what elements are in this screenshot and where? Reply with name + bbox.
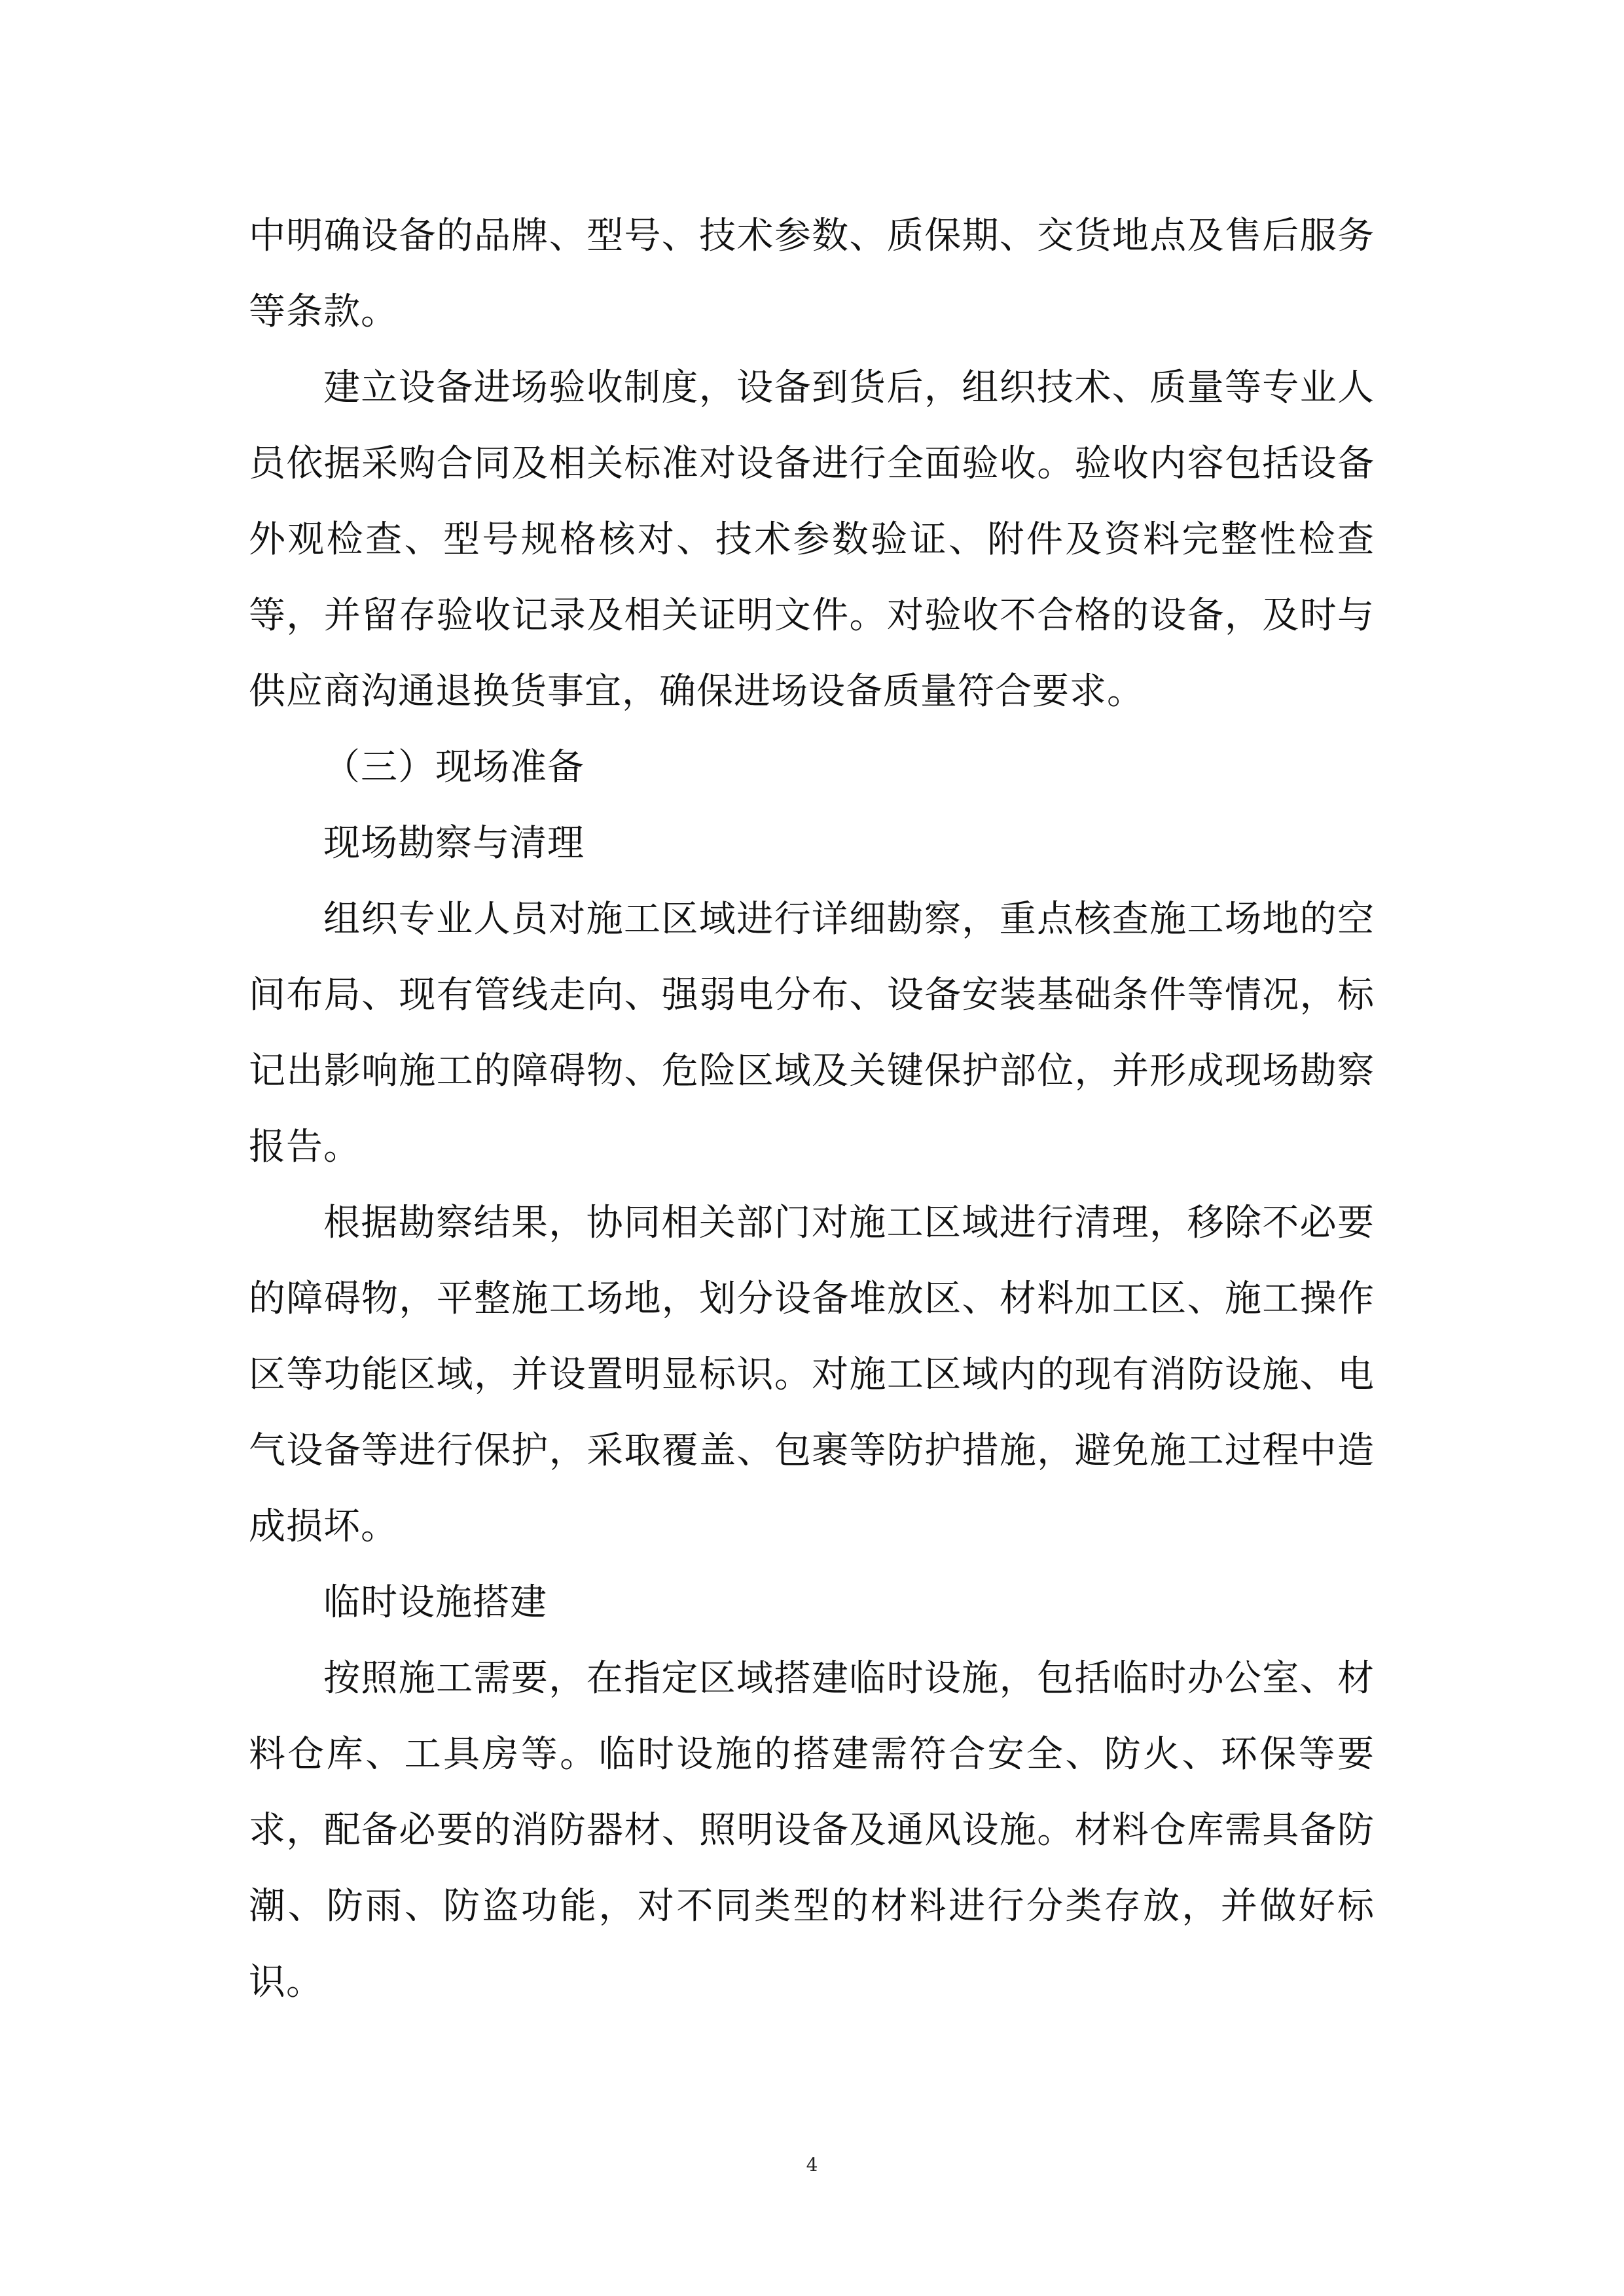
page-number: 4	[806, 2154, 818, 2176]
paragraph-equipment-acceptance: 建立设备进场验收制度，设备到货后，组织技术、质量等专业人员依据采购合同及相关标准对设备进行全面验收。验收内容包括设备外观检查、型号规格核对、技术参数验证、附件及资料完整性检查等，并留存验收记录及相关证明文件。对验收不合格的设备，及时与供应商沟通退换货事宜，确保进场设备质量符合要求。	[249, 367, 1375, 713]
paragraph-site-cleanup: 根据勘察结果，协同相关部门对施工区域进行清理，移除不必要的障碍物，平整施工场地，划分设备堆放区、材料加工区、施工操作区等功能区域，并设置明显标识。对施工区域内的现有消防设施、电气设备等进行保护，采取覆盖、包裹等防护措施，避免施工过程中造成损坏。	[249, 1202, 1375, 1548]
section-heading-site-preparation: （三）现场准备	[323, 746, 585, 789]
paragraph-temporary-facilities: 按照施工需要，在指定区域搭建临时设施，包括临时办公室、材料仓库、工具房等。临时设施的搭建需符合安全、防火、环保等要求，配备必要的消防器材、照明设备及通风设施。材料仓库需具备防潮、防雨、防盗功能，对不同类型的材料进行分类存放，并做好标识。	[249, 1657, 1375, 2003]
paragraph-procurement-contract-terms: 中明确设备的品牌、型号、技术参数、质保期、交货地点及售后服务等条款。	[249, 215, 1375, 333]
paragraph-site-survey: 组织专业人员对施工区域进行详细勘察，重点核查施工场地的空间布局、现有管线走向、强弱电分布、设备安装基础条件等情况，标记出影响施工的障碍物、危险区域及关键保护部位，并形成现场勘察报告。	[249, 898, 1375, 1168]
page-body	[249, 198, 1375, 2020]
subheading-temporary-facilities: 临时设施搭建	[323, 1581, 547, 1624]
subheading-site-survey-and-cleanup: 现场勘察与清理	[323, 822, 585, 865]
